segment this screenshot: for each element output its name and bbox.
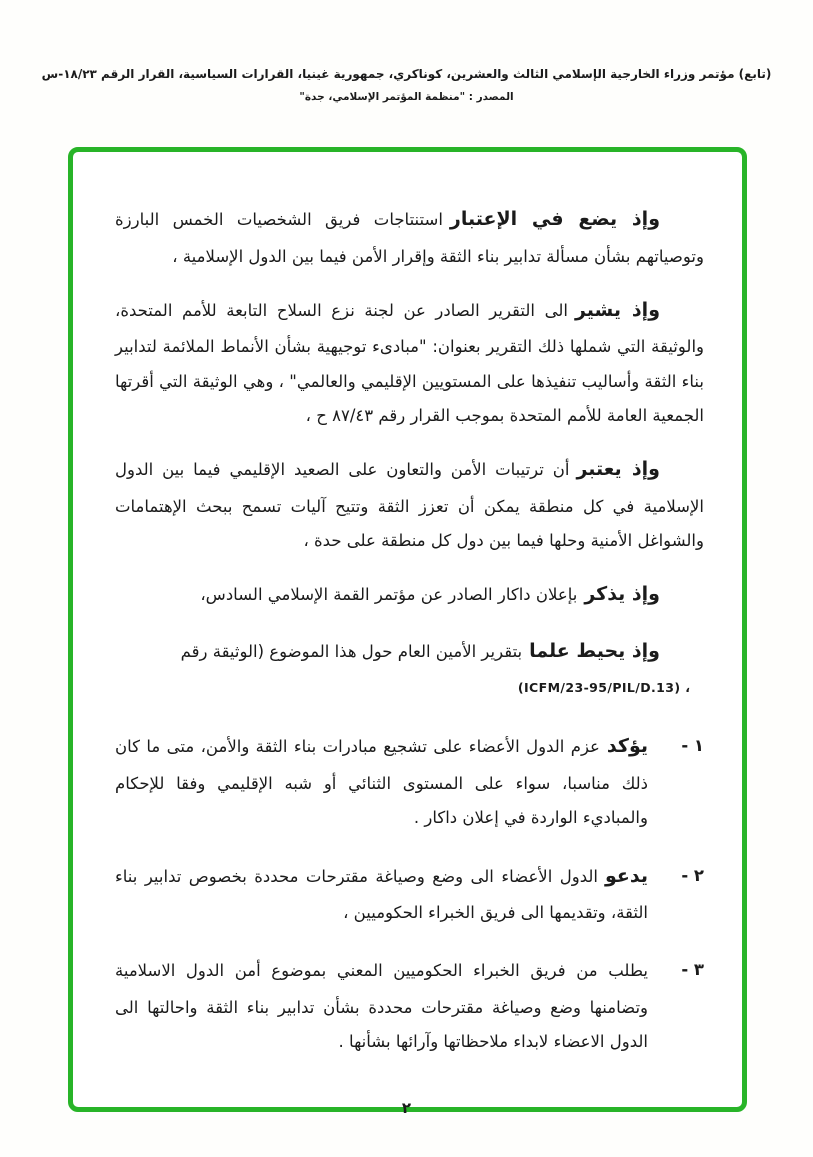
paragraph-lead: وإذ يضع في الإعتبار [449, 208, 661, 230]
item-text [115, 857, 648, 931]
preamble-paragraph [115, 450, 704, 558]
page-number: ٢ [401, 1099, 412, 1117]
item-number: ٣ - [681, 960, 704, 980]
preamble-paragraph [115, 200, 704, 274]
paragraph-lead: وإذ يشير [574, 298, 660, 321]
paragraph-text: بإعلان داكار الصادر عن مؤتمر القمة الإسلامي السادس، [200, 585, 578, 605]
item-text [115, 951, 648, 1059]
green-border-frame [68, 147, 747, 1112]
item-lead: يؤكد [606, 735, 648, 758]
list-item [115, 727, 704, 835]
list-item [115, 951, 704, 1059]
operative-items-list [115, 727, 704, 1059]
paragraph-text: الى التقرير الصادر عن لجنة نزع السلاح التابعة للأمم المتحدة، والوثيقة التي شملها ذلك التقرير بعنوان: "مبادىء توجيهية بشأن الأنماط الملائمة لتدابير بناء الثقة وأساليب تنفيذها على المستويين الإقليمي والعالمي" ، وهي الوثيقة التي أقرتها الجمعية العامة للأمم المتحدة بموجب القرار رقم ٨٧/٤٣ ح ، [115, 300, 704, 425]
paragraph-lead: وإذ يحيط علما [529, 639, 660, 662]
paragraph-text: بتقرير الأمين العام حول هذا الموضوع (الوثيقة رقم [180, 641, 523, 661]
item-body-text: عزم الدول الأعضاء على تشجيع مبادرات بناء الثقة والأمن، متى ما كان ذلك مناسبا، سواء على المستوى الثنائي أو شبه الإقليمي وفقا للإحكام والمباديء الواردة في إعلان داكار . [115, 737, 648, 828]
paragraph-text: أن ترتيبات الأمن والتعاون على الصعيد الإقليمي فيما بين الدول الإسلامية في كل منطقة يمكن أن تعزز الثقة وتتيح آليات تسمح ببحث الإهتمامات والشواغل الأمنية وحلها فيما بين دول كل منطقة على حدة ، [115, 460, 704, 551]
preamble-paragraph [115, 632, 704, 702]
paragraph-lead: وإذ يذكر [584, 583, 660, 606]
header-line-1: (تابع) مؤتمر وزراء الخارجية الإسلامي الثالث والعشرين، كوناكري، جمهورية غينيا، القرارات السياسية، القرار الرقم ١٨/٢٣-س [41, 67, 772, 81]
item-body-text: الدول الأعضاء الى وضع وصياغة مقترحات محددة بخصوص تدابير بناء الثقة، وتقديمها الى فريق الخبراء الحكوميين ، [115, 866, 648, 923]
preamble-paragraph [115, 291, 704, 433]
header-source-line: المصدر : "منظمة المؤتمر الإسلامي، جدة" [299, 91, 514, 103]
document-reference: (ICFM/23-95/PIL/D.13) ، [517, 680, 690, 696]
item-body-text: يطلب من فريق الخبراء الحكوميين المعني بموضوع أمن الدول الاسلامية وتضامنها وضع وصياغة مقترحات محددة بشأن تدابير بناء الثقة واحالتها الى الدول الاعضاء لابداء ملاحظاتها وآرائها بشأنها . [115, 961, 648, 1052]
item-number: ١ - [681, 736, 704, 756]
item-lead: يدعو [604, 864, 648, 887]
item-number: ٢ - [681, 865, 704, 885]
list-item [115, 857, 704, 931]
paragraph-text: استنتاجات فريق الشخصيات الخمس البارزة وتوصياتهم بشأن مسألة تدابير بناء الثقة وإقرار الأمن فيما بين الدول الإسلامية ، [115, 210, 704, 266]
preamble-paragraph [115, 575, 704, 615]
document-header [30, 67, 783, 103]
paragraph-lead: وإذ يعتبر [576, 458, 660, 481]
item-text [115, 727, 648, 835]
